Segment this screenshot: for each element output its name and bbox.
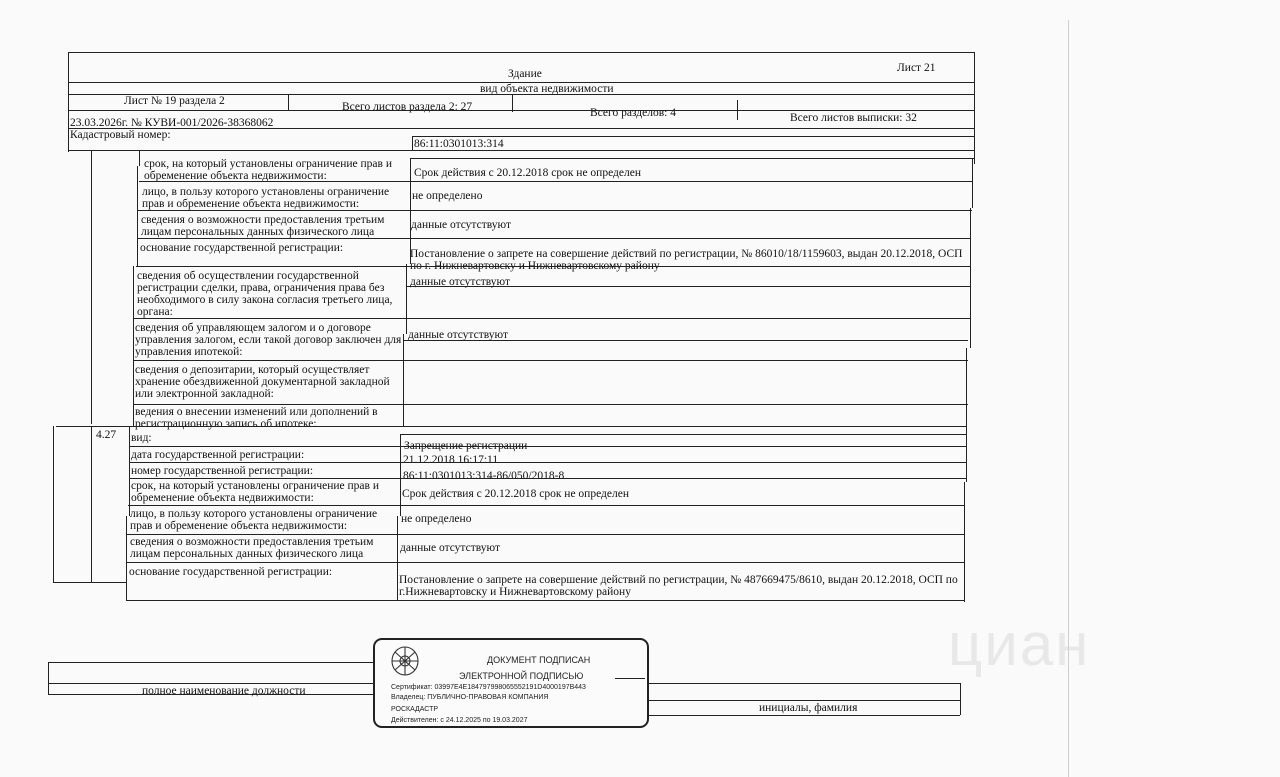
- field-value: данные отсутствуют: [410, 276, 510, 288]
- cadastral-number: 86:11:0301013:314: [414, 138, 504, 150]
- rule: [127, 562, 964, 563]
- rule: [410, 158, 974, 159]
- field-label: лицо, в пользу которого установлены ограничение прав и обременение объекта недвижимости:: [142, 186, 390, 210]
- rule: [128, 505, 964, 506]
- rule: [972, 158, 973, 208]
- field-value: не определено: [412, 190, 483, 202]
- rule: [412, 136, 974, 137]
- stamp-subtitle: ЭЛЕКТРОННОЙ ПОДПИСЬЮ: [459, 671, 584, 681]
- stamp-owner: РОСКАДАСТР: [391, 706, 439, 713]
- position-caption: полное наименование должности: [142, 685, 306, 697]
- rule: [53, 426, 54, 582]
- sheet-label: Лист 21: [897, 62, 936, 74]
- rule: [615, 678, 645, 679]
- rule: [48, 683, 376, 684]
- rule: [56, 426, 966, 427]
- rule: [137, 238, 971, 239]
- rule: [134, 318, 970, 319]
- rule: [68, 128, 974, 129]
- object-type: Здание: [508, 68, 542, 80]
- field-label: основание государственной регистрации:: [129, 566, 333, 578]
- doc-id: 23.03.2026г. № КУВИ-001/2026-38368062: [70, 117, 274, 129]
- rule: [129, 446, 966, 447]
- stamp-title: ДОКУМЕНТ ПОДПИСАН: [487, 655, 591, 665]
- rule: [974, 52, 975, 164]
- rule: [127, 534, 964, 535]
- stamp-cert: Сертификат: 03997E4E184797998065552191D4000197B443: [391, 684, 586, 691]
- rule: [48, 662, 49, 694]
- rule: [288, 94, 289, 110]
- rule: [139, 150, 140, 166]
- field-value: 86:11:0301013:314-86/050/2018-8: [403, 470, 565, 482]
- total-sheets-extract: Всего листов выписки: 32: [790, 112, 917, 124]
- rule: [126, 516, 127, 600]
- field-label: дата государственной регистрации:: [131, 449, 305, 461]
- rule: [406, 286, 970, 287]
- field-value: не определено: [401, 513, 472, 525]
- name-caption: инициалы, фамилия: [759, 702, 858, 714]
- rule: [397, 516, 398, 600]
- field-label: лицо, в пользу которого установлены ограничение прав и обременение объекта недвижимости:: [130, 508, 378, 532]
- rule: [68, 52, 974, 53]
- rule: [129, 426, 130, 516]
- field-label: сведения об управляющем залогом и о договоре управления залогом, если такой договор заключен для управления ипотекой:: [135, 322, 402, 358]
- rule: [53, 582, 127, 583]
- field-label: номер государственной регистрации:: [131, 465, 314, 477]
- emblem-icon: [389, 644, 421, 678]
- field-value: Постановление о запрете на совершение действий по регистрации, № 487669475/8610, выдан 20.12.2018, ОСП по г.Нижневартовску и Нижневартовскому району: [399, 574, 958, 598]
- field-label: сведения о депозитарии, который осуществляет хранение обездвиженной документарной закладной или электронной закладной:: [135, 364, 390, 400]
- rule: [403, 334, 404, 426]
- rule: [91, 150, 92, 424]
- watermark: циан: [948, 611, 1091, 678]
- entry-number: 4.27: [96, 429, 117, 441]
- field-label: ведения о внесении изменений или дополнений в регистрационную запись об ипотеке:: [135, 406, 378, 430]
- field-value: данные отсутствуют: [400, 542, 500, 554]
- field-label: срок, на который установлены ограничение прав и обременение объекта недвижимости:: [144, 158, 392, 182]
- rule: [91, 426, 92, 582]
- rule: [137, 166, 138, 266]
- field-label: срок, на который установлены ограничение прав и обременение объекта недвижимости:: [131, 480, 379, 504]
- cadastral-label: Кадастровый номер:: [70, 129, 171, 141]
- rule: [138, 210, 972, 211]
- field-label: сведения о возможности предоставления третьим лицам персональных данных физического лица: [141, 214, 385, 238]
- rule: [134, 404, 968, 405]
- rule: [68, 110, 974, 111]
- field-value: Срок действия с 20.12.2018 срок не определен: [402, 488, 629, 500]
- total-sections: Всего разделов: 4: [590, 107, 676, 119]
- field-value: данные отсутствуют: [408, 329, 508, 341]
- rule: [640, 700, 960, 701]
- rule: [126, 600, 964, 601]
- rule: [129, 478, 966, 479]
- rule: [139, 181, 972, 182]
- field-value: Срок действия с 20.12.2018 срок не определен: [414, 167, 641, 179]
- field-value: Запрещение регистрации: [404, 440, 528, 452]
- stamp-validity: Действителен: с 24.12.2025 по 19.03.2027: [391, 717, 528, 724]
- rule: [68, 52, 69, 152]
- rule: [129, 462, 966, 463]
- rule: [640, 683, 960, 684]
- rule: [412, 136, 413, 150]
- page-edge: [1068, 20, 1069, 777]
- rule: [960, 683, 961, 715]
- rule: [970, 208, 971, 348]
- field-value: данные отсутствуют: [411, 219, 511, 231]
- rule: [640, 715, 960, 716]
- e-signature-stamp: [373, 638, 649, 728]
- rule: [134, 360, 968, 361]
- field-label: вид:: [131, 432, 152, 444]
- field-label: сведения о возможности предоставления третьим лицам персональных данных физического лица: [130, 536, 374, 560]
- field-value: 21.12.2018 16:17:11: [403, 454, 499, 466]
- object-type-caption: вид объекта недвижимости: [480, 83, 614, 95]
- field-value: Постановление о запрете на совершение действий по регистрации, № 86010/18/1159603, выдан 20.12.2018, ОСП по г. Нижневартовску и Нижневартовскому району: [410, 248, 963, 272]
- rule: [400, 434, 966, 435]
- sheet-number: Лист № 19 раздела 2: [124, 95, 225, 107]
- total-sheets-section: Всего листов раздела 2: 27: [342, 101, 473, 113]
- rule: [964, 482, 965, 602]
- rule: [136, 266, 970, 267]
- rule: [48, 662, 376, 663]
- field-label: основание государственной регистрации:: [140, 242, 344, 254]
- field-label: сведения об осуществлении государственной регистрации сделки, права, ограничения права без необходимого в силу закона согласия третьего лица, органа:: [137, 270, 393, 318]
- stamp-owner: Владелец: ПУБЛИЧНО-ПРАВОВАЯ КОМПАНИЯ: [391, 694, 549, 701]
- rule: [404, 340, 968, 341]
- rule: [406, 264, 407, 334]
- rule: [133, 266, 134, 426]
- rule: [966, 426, 967, 482]
- rule: [68, 150, 974, 151]
